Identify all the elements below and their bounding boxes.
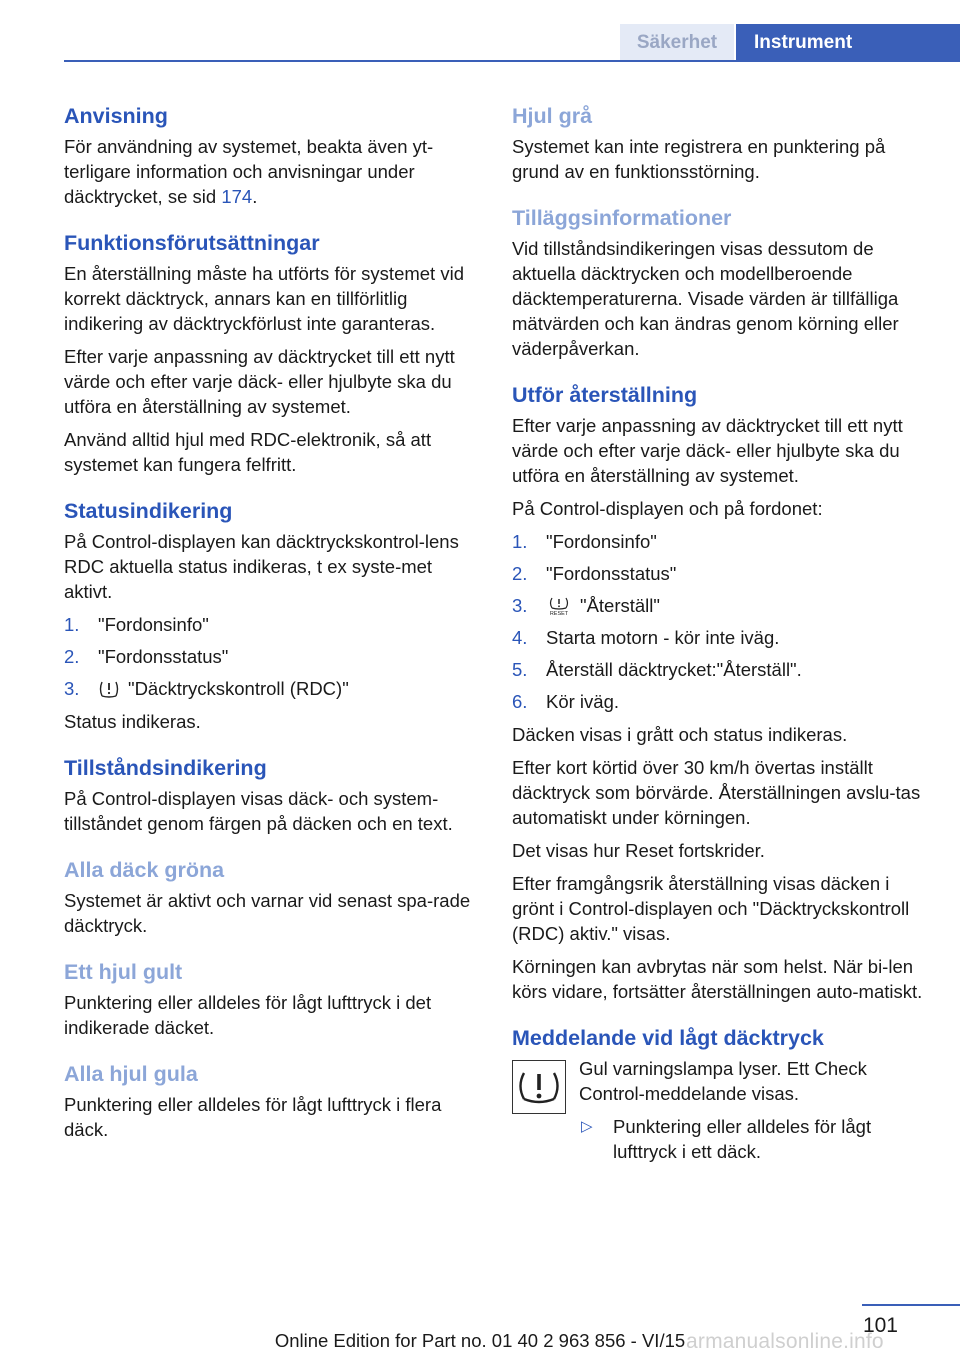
heading-tillstand: Tillståndsindikering (64, 756, 267, 780)
list-item (64, 676, 476, 701)
step-number: 1. (64, 614, 80, 635)
paragraph-anvisning (64, 134, 476, 209)
paragraph-tillstand: På Control-displayen visas däck- och system-tillståndet genom färgen på däcken och en text. (64, 788, 453, 834)
tire-warning-lamp-icon (512, 1060, 566, 1114)
bullet-text: Punktering eller alldeles för lågt lufttryck i ett däck. (613, 1116, 872, 1162)
paragraph-reset-5: Det visas hur Reset fortskrider. (512, 840, 765, 861)
list-item (512, 625, 932, 650)
watermark: armanualsonline.info (686, 1330, 884, 1353)
paragraph-reset-1: Efter varje anpassning av däcktrycket till ett nytt värde och efter varje däck- eller hjulbyte ska du utföra en återställning av systemet. (512, 415, 903, 486)
paragraph-status-1: På Control-displayen kan däcktryckskontrol-lens RDC aktuella status indikeras, t ex syste-met aktivt. (64, 531, 459, 602)
heading-ett-hjul-gult: Ett hjul gult (64, 960, 183, 984)
paragraph-funktion-3: Använd alltid hjul med RDC-elektronik, så att systemet kan fungera felfritt. (64, 429, 432, 475)
header-rule (64, 60, 960, 62)
header-tab-section: Säkerhet (620, 24, 734, 62)
footer-rule (862, 1304, 960, 1306)
step-text: "Återställ" (580, 595, 660, 616)
step-number: 4. (512, 627, 528, 648)
reset-icon-label: RESET (549, 611, 569, 616)
left-column (64, 100, 476, 1150)
heading-alla-dack-grona: Alla däck gröna (64, 858, 225, 882)
step-text: "Däcktryckskontroll (RDC)" (128, 678, 349, 699)
footer-edition: Online Edition for Part no. 01 40 2 963 856 - VI/15 (274, 1330, 686, 1351)
step-number: 3. (64, 678, 80, 699)
anvisning-period: . (252, 186, 258, 207)
paragraph-reset-2: På Control-displayen och på fordonet: (512, 498, 823, 519)
heading-anvisning: Anvisning (64, 104, 168, 128)
heading-status: Statusindikering (64, 499, 233, 523)
heading-tillagg: Tilläggsinformationer (512, 206, 732, 230)
step-text: Starta motorn - kör inte iväg. (546, 627, 780, 648)
paragraph-reset-6: Efter framgångsrik återställning visas däcken i grönt i Control-displayen och "Däcktryckskontroll (RDC) aktiv." visas. (512, 873, 910, 944)
step-text: Kör iväg. (546, 691, 620, 712)
heading-funktion: Funktionsförutsättningar (64, 231, 320, 255)
header-tab-active: Instrument (736, 24, 960, 62)
list-item (512, 593, 932, 618)
step-text: "Fordonsinfo" (546, 531, 657, 552)
tire-pressure-icon (98, 679, 120, 699)
heading-alla-hjul-gula: Alla hjul gula (64, 1062, 198, 1086)
heading-hjul-gra: Hjul grå (512, 104, 593, 128)
list-item (64, 644, 476, 669)
list-item (512, 529, 932, 554)
paragraph-ett-hjul-gult: Punktering eller alldeles för lågt lufttryck i det indikerade däcket. (64, 992, 432, 1038)
heading-meddelande: Meddelande vid lågt däcktryck (512, 1026, 824, 1050)
paragraph-funktion-1: En återställning måste ha utförts för systemet vid korrekt däcktryck, annars kan en tillförlitlig indikering av däcktryckförlust inte garanteras. (64, 263, 464, 334)
step-text: "Fordonsinfo" (98, 614, 209, 635)
right-column (512, 100, 932, 1164)
paragraph-reset-4: Efter kort körtid över 30 km/h övertas inställt däcktryck som börvärde. Återställningen avslu-tas automatiskt under körningen. (512, 757, 921, 828)
list-item (512, 657, 932, 682)
paragraph-reset-3: Däcken visas i grått och status indikeras. (512, 724, 848, 745)
step-number: 2. (512, 563, 528, 584)
paragraph-reset-7: Körningen kan avbrytas när som helst. När bi-len körs vidare, fortsätter återställningen auto-matiskt. (512, 956, 923, 1002)
paragraph-hjul-gra: Systemet kan inte registrera en punktering på grund av en funktionsstörning. (512, 136, 886, 182)
paragraph-tillagg: Vid tillståndsindikeringen visas dessutom de aktuella däcktrycken och modellberoende däcktemperaturerna. Visade värden är tillfälliga mätvärden och kan ändras genom körning eller väderpåverkan. (512, 238, 899, 359)
heading-reset: Utför återställning (512, 383, 698, 407)
step-number: 3. (512, 595, 528, 616)
status-steps (64, 612, 476, 701)
page-number: 101 (862, 1314, 898, 1337)
list-item (512, 689, 932, 714)
anvisning-text: För användning av systemet, beakta även yt-terligare information och anvisningar under däcktrycket, se sid (64, 136, 434, 207)
paragraph-status-2: Status indikeras. (64, 711, 201, 732)
warning-block (512, 1056, 932, 1164)
paragraph-alla-hjul-gula: Punktering eller alldeles för lågt lufttryck i flera däck. (64, 1094, 442, 1140)
step-number: 5. (512, 659, 528, 680)
triangle-bullet-icon: ▷ (581, 1118, 593, 1135)
step-text: "Fordonsstatus" (98, 646, 229, 667)
step-number: 2. (64, 646, 80, 667)
reset-steps (512, 529, 932, 714)
list-item (579, 1114, 932, 1164)
page-link-174[interactable]: 174 (221, 186, 253, 207)
reset-tire-icon (546, 596, 572, 616)
step-text: Återställ däcktrycket:"Återställ". (546, 659, 802, 680)
list-item (64, 612, 476, 637)
paragraph-alla-dack-grona: Systemet är aktivt och varnar vid senast spa-rade däcktryck. (64, 890, 471, 936)
paragraph-meddelande: Gul varningslampa lyser. Ett Check Control-meddelande visas. (579, 1058, 867, 1104)
step-text: "Fordonsstatus" (546, 563, 677, 584)
step-number: 6. (512, 691, 528, 712)
step-number: 1. (512, 531, 528, 552)
paragraph-funktion-2: Efter varje anpassning av däcktrycket till ett nytt värde och efter varje däck- eller hjulbyte ska du utföra en återställning av systemet. (64, 346, 455, 417)
list-item (512, 561, 932, 586)
